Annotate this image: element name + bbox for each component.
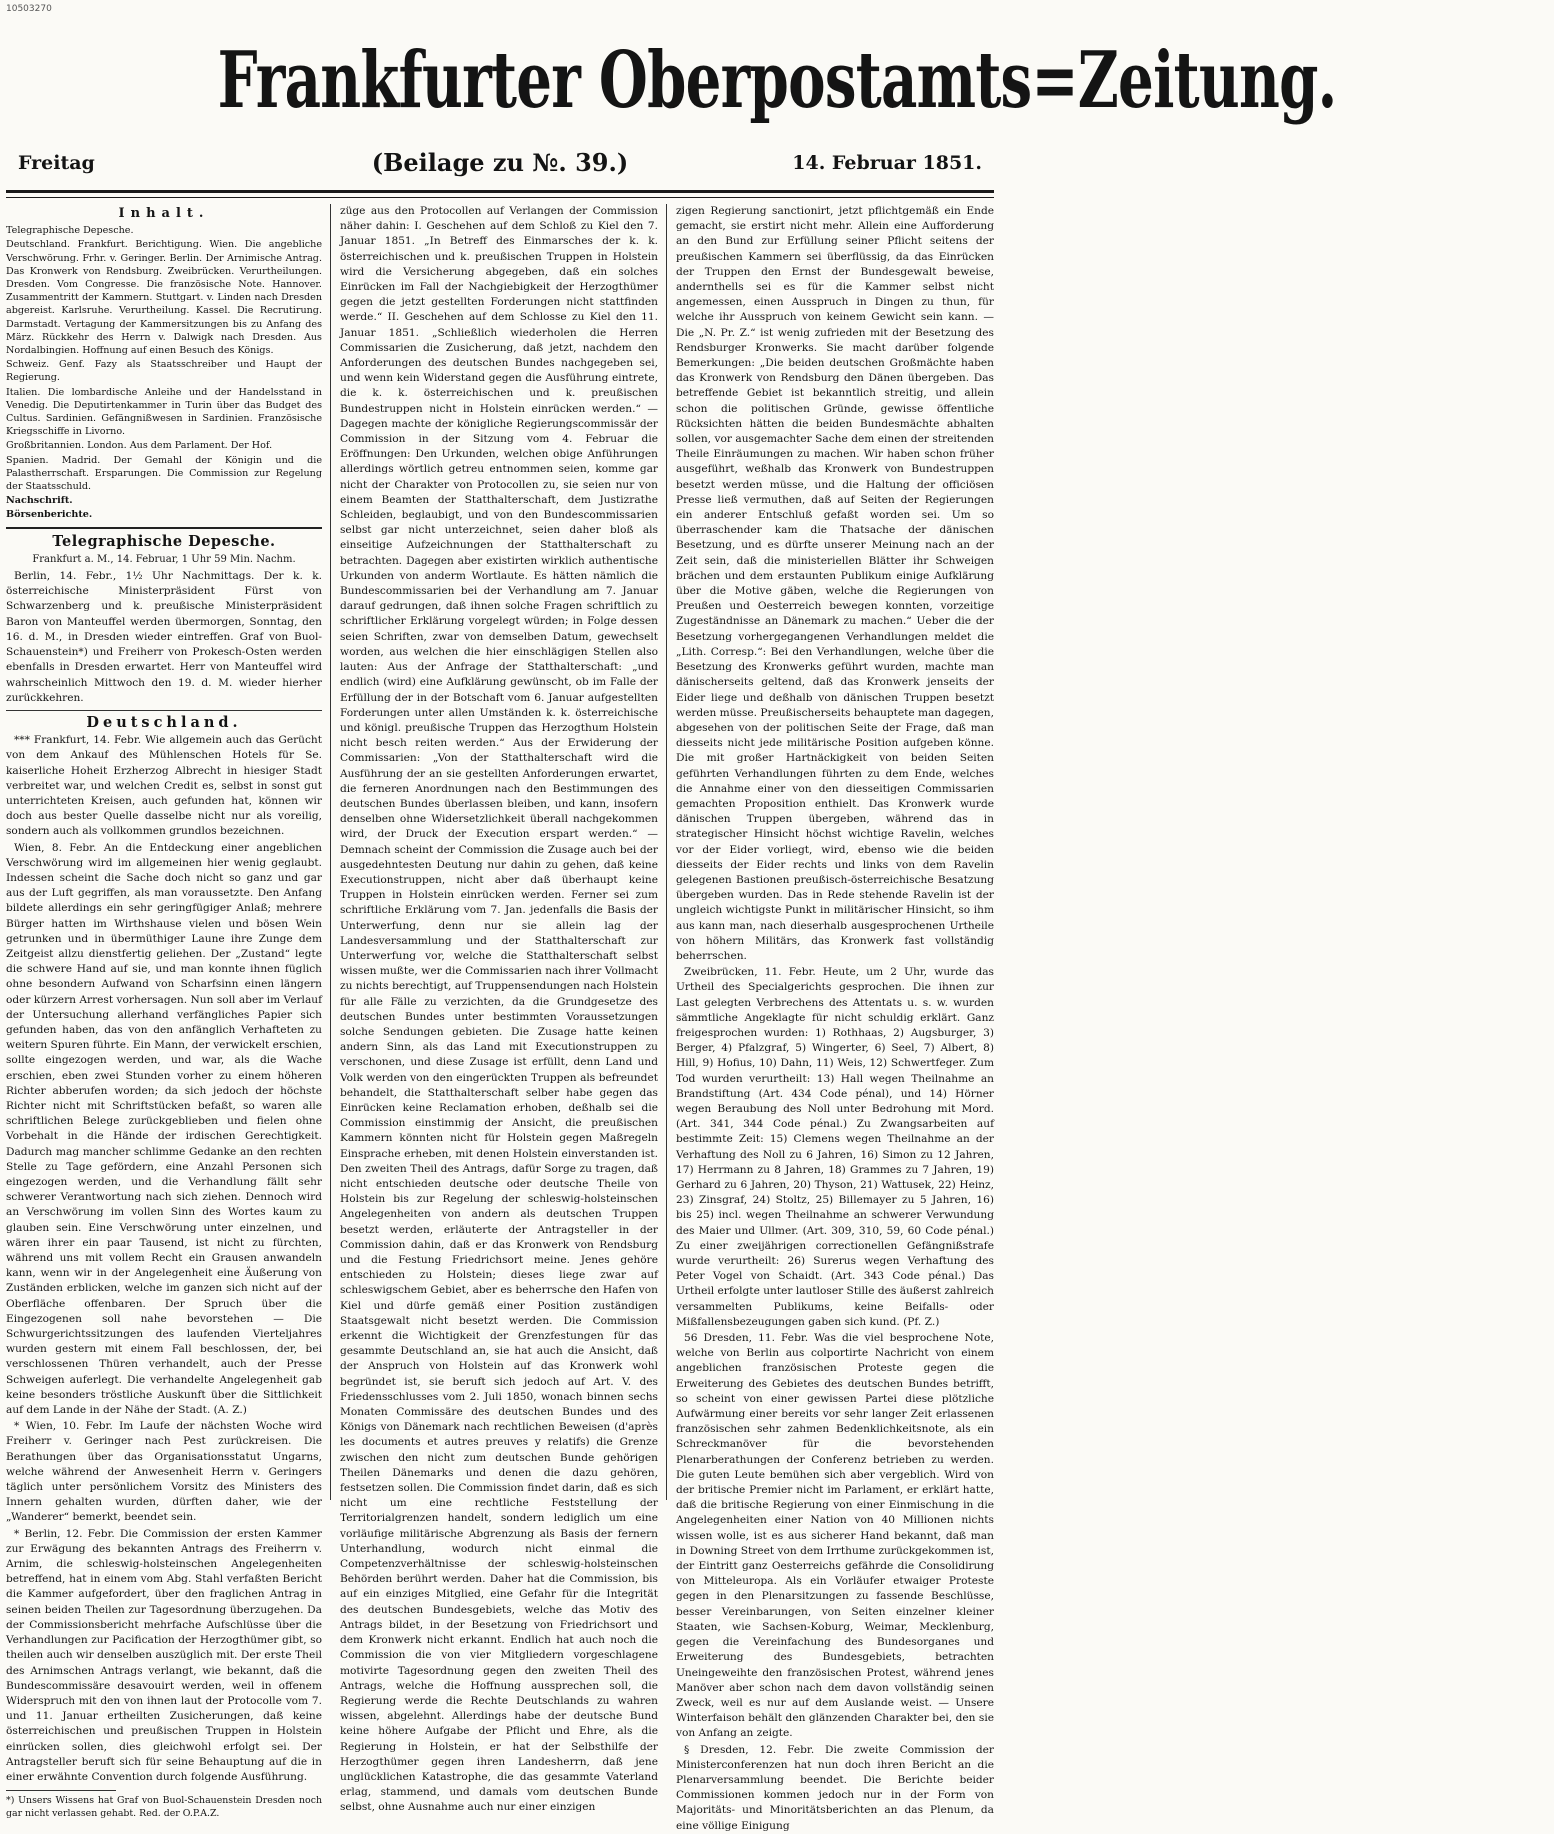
article-dresden-11: 56 Dresden, 11. Febr. Was die viel besprochene Note, welche von Berlin aus colportirte Nachricht von einem angeblichen französischen Proteste gegen die Erweiterung des Gebietes des deutschen Bundes betrifft, so scheint von einer gewissen Partei diese plötzliche Aufwärmung einer bereits vor sehr langer Zeit erlassenen französischen sehr zahmen Bedenklichkeitsnote, als ein Schreckmanöver für die bevorstehenden Plenarberathungen der Conferenz betrieben zu werden. Die guten Leute bemühen sich aber vergeblich. Wird von der britische Premier nicht im Parlament, er erklärt hatte, daß die britische Regierung von einer Einmischung in die Angelegenheiten einer Nation von 40 Millionen nichts wissen wolle, ist es aus sicherer Hand bekannt, daß man in Downing Street von dem Irrthume zurückgekommen ist, der Eintritt ganz Oesterreichs gefährde die Consolidirung von Mitteleuropa. Als ein Vorläufer etwaiger Proteste gegen in den Plenarsitzungen zu fassende Beschlüsse, besser Vereinbarungen, von Seiten einzelner kleiner Staaten, wie Sachsen-Koburg, Weimar, Mecklenburg, gegen die Vereinfachung des Bundesorganes und Erweiterung des Bundesgebiets, betrachten Uneingeweihte den französischen Protest, während jenes Manöver aber schon nach dem davon vollständig seinen Zweck, weil es nur auf dem Auslande weist. — Unsere Winterfaison behält den glänzenden Charakter bei, den sie von Anfang an zeigte. [676, 1332, 994, 1740]
article-berlin: * Berlin, 12. Febr. Die Commission der ersten Kammer zur Erwägung des bekannten Antrags des Freiherrn v. Arnim, die schleswig-holsteinschen Angelegenheiten betreffend, hat in einem vom Abg. Stahl verfaßten Bericht die Kammer aufgefordert, über den fraglichen Antrag in seinen beiden Theilen zur Tagesordnung überzugehen. Da der Commissionsbericht mehrfache Aufschlüsse über die Verhandlungen zur Pacification der Herzogthümer gibt, so theilen auch wir denselben auszüglich mit. Der erste Theil des Arnimschen Antrags verlangt, wie bekannt, daß die Bundescommissäre desavouirt werden, weil in offenem Widerspruch mit den von ihnen laut der Protocolle vom 7. und 11. Januar ertheilten Zusicherungen, daß keine österreichischen und preußischen Truppen in Holstein einrücken sollen, dies gleichwohl erfolgt sei. Der Antragsteller beruft sich für seine Behauptung auf die in einer erwähnte Convention durch folgende Ausführung. [6, 1527, 322, 1783]
contents-title: Inhalt. [118, 206, 210, 221]
toc-entry: Italien. Die lombardische Anleihe und der Handelsstand in Venedig. Die Deputirtenkammer in Turin über das Budget des Cultus. Sardinien. Gefängnißwesen in Sardinien. Französische Kriegsschiffe in Livorno. [6, 386, 322, 438]
header-rule [6, 190, 994, 198]
footnote [6, 1795, 322, 1820]
issue-date: 14. Februar 1851. [792, 152, 982, 174]
toc-entry: Nachschrift. [6, 495, 73, 507]
article-frankfurt: *** Frankfurt, 14. Febr. Wie allgemein auch das Gerücht von dem Ankauf des Mühlenschen Hotels für Se. kaiserliche Hoheit Erzherzog Albrecht in hiesiger Stadt verbreitet war, und welchen Credit es, selbst in sonst gut unterrichteten Kreisen, auch gefunden hat, können wir doch aus bester Quelle dasselbe nicht nur als voreilig, sondern auch als vollkommen grundlos bezeichnen. [6, 734, 322, 838]
column-1 [6, 204, 322, 1819]
article-zweibruecken: Zweibrücken, 11. Febr. Heute, um 2 Uhr, wurde das Urtheil des Specialgerichts gesprochen. Die ihnen zur Last gelegten Verbrechens des Attentats u. s. w. wurden sämmtliche Angeklagte für nicht schuldig erklärt. Ganz freigesprochen wurden: 1) Rothhaas, 2) Augsburger, 3) Berger, 4) Pfalzgraf, 5) Wingerter, 6) Seel, 7) Albert, 8) Hill, 9) Hofius, 10) Dahn, 11) Weis, 12) Schwertfeger. Zum Tod wurden verurtheilt: 13) Hall wegen Theilnahme an Brandstiftung (Art. 434 Code pénal), und 14) Hörner wegen Beraubung des Noll unter Bedrohung mit Mord. (Art. 341, 344 Code pénal.) Zu Zwangsarbeiten auf bestimmte Zeit: 15) Clemens wegen Theilnahme an der Verhaftung des Noll zu 6 Jahren, 16) Simon zu 12 Jahren, 17) Herrmann zu 8 Jahren, 18) Grammes zu 7 Jahren, 19) Gerhard zu 6 Jahren, 20) Thyson, 21) Wattusek, 22) Heinz, 23) Zinsgraf, 24) Stoltz, 25) Billemayer zu 5 Jahren, 16) bis 25) incl. wegen Theilnahme an schwerer Verwundung des Maier und Ullmer. (Art. 309, 310, 59, 60 Code pénal.) Zu einer zweijährigen correctionellen Gefängnißstrafe wurde verurtheilt: 26) Surerus wegen Verhaftung des Peter Vogel von Schaidt. (Art. 343 Code pénal.) Das Urtheil erfolgte unter lautloser Stille des äußerst zahlreich versammelten Publikums, keine Beifalls- oder Mißfallensbezeugungen gaben sich kund. (Pf. Z.) [676, 966, 994, 1328]
table-of-contents [6, 224, 322, 521]
weekday: Freitag [18, 152, 95, 174]
telegraph-heading: Telegraphische Depesche. [52, 532, 276, 550]
section-rule [6, 710, 322, 711]
column-rule [666, 204, 667, 1500]
toc-entry: Schweiz. Genf. Fazy als Staatsschreiber und Haupt der Regierung. [6, 359, 322, 384]
column-2 [340, 204, 658, 1814]
column-rule [330, 204, 331, 1500]
archive-id: 10503270 [6, 4, 52, 14]
toc-entry: Großbritannien. London. Aus dem Parlament. Der Hof. [6, 440, 273, 452]
article-kronwerk: zigen Regierung sanctionirt, jetzt pflichtgemäß ein Ende gemacht, sie erstirt nicht mehr. Allein eine Aufforderung an den Bund zur Erfüllung seiner Pflicht seitens der preußischen Kammern sei überflüssig, da das Einrücken der Truppen den Ernst der Bundesgewalt beweise, andernthells sei es für die Kammer selbst nicht angemessen, einen Ausspruch in Dingen zu thun, für welche ihr Ausspruch von keinem Gewicht sein kann. — Die „N. Pr. Z.“ ist wenig zufrieden mit der Besetzung des Rendsburger Kronwerks. Sie macht darüber folgende Bemerkungen: „Die beiden deutschen Großmächte haben das Kronwerk von Rendsburg den Dänen übergeben. Das betreffende Gebiet ist bekanntlich streitig, und allein schon die politischen Gründe, gewisse öffentliche Rücksichten hätten die beiden Bundesmächte abhalten sollen, vor ausgemachter Sache dem einen der streitenden Theile Einräumungen zu machen. Wir haben schon früher ausgeführt, weßhalb das Kronwerk von Bundestruppen besetzt werden müsse, und die Haltung der officiösen Presse ließ vermuthen, daß auf Seiten der Regierungen ein anderer Entschluß gefaßt worden sei. Um so überraschender kam die Thatsache der dänischen Besetzung, und es dürfte unserer Meinung nach an der Zeit sein, daß die ministeriellen Blätter ihr Schweigen brächen und dem erstaunten Publikum einige Aufklärung über die Motive gäben, welche die Regierungen von Preußen und Oesterreich bewegen konnten, vorzeitige Zugeständnisse an Dänemark zu machen.“ Ueber die der Besetzung vorhergegangenen Verhandlungen meldet die „Lith. Corresp.“: Bei den Verhandlungen, welche über die Besetzung des Kronwerks geführt wurden, machte man dänischerseits geltend, daß das Kronwerk jenseits der Eider liege und deßhalb von dänischen Truppen besetzt werden müsse. Preußischerseits behauptete man dagegen, abgesehen von der politischen Seite der Frage, daß man diesseits nicht jede militärische Position aufgeben könne. Die mit großer Hartnäckigkeit von beiden Seiten geführten Verhandlungen führten zu dem Ende, welches die Annahme einer von den diesseitigen Commissarien gemachten Proposition enthielt. Das Kronwerk wurde dänischen Truppen übergeben, während das in strategischer Hinsicht höchst wichtige Ravelin, welches vor der Eider vorliegt, wird, ebenso wie die beiden diesseits der Eider rechts und links von dem Ravelin gelegenen Bastionen preußisch-österreichische Besatzung übergeben wurden. Das in Rede stehende Ravelin ist der ungleich wichtigste Punkt in militärischer Hinsicht, so ihm aus kann man, nach dieserhalb ausgesprochenen Urtheile von höhern Militärs, das Kronwerk fast vollständig beherrschen. [676, 205, 994, 962]
telegraph-text: Berlin, 14. Febr., 1½ Uhr Nachmittags. Der k. k. österreichische Ministerpräsident Fürst von Schwarzenberg und k. preußische Ministerpräsident Baron von Manteuffel werden übermorgen, Sonntag, den 16. d. M., in Dresden wieder eintreffen. Graf von Buol-Schauenstein*) und Freiherr von Prokesch-Osten werden ebenfalls in Dresden erwartet. Herr von Manteuffel wird wahrscheinlich Mittwoch den 19. d. M. wieder hierher zurückkehren. [6, 570, 322, 704]
article-dresden-12: § Dresden, 12. Febr. Die zweite Commission der Ministerconferenzen hat nun doch ihren Bericht an die Plenarversammlung beendet. Die Berichte beider Commissionen kommen jedoch nur in der Form von Majoritäts- und Minoritätsberichten an das Plenum, da eine völlige Einigung [676, 1743, 994, 1832]
footnote-signature: Red. der O.P.A.Z. [139, 1807, 220, 1819]
article-commission-report: züge aus den Protocollen auf Verlangen der Commission näher dahin: I. Geschehen auf dem Schloß zu Kiel den 7. Januar 1851. „In Betreff des Einmarsches der k. k. österreichischen und k. preußischen Truppen in Holstein wird die Versicherung abgegeben, daß ein solches Einrücken im Fall der Nachgiebigkeit der Herzogthümer gegen die jetzt gestellten Forderungen nicht stattfinden werde.“ II. Geschehen auf dem Schlosse zu Kiel den 11. Januar 1851. „Schließlich wiederholen die Herren Commissarien die Zusicherung, daß jetzt, nachdem den Anforderungen des deutschen Bundes nachgegeben sei, und wenn kein Widerstand gegen die Ausführung eintrete, die k. k. österreichischen und k. preußischen Bundestruppen nicht in Holstein einrücken werden.“ — Dagegen machte der königliche Regierungscommissär der Commission in der Sitzung vom 4. Februar die Eröffnungen: Den Urkunden, welchen obige Anführungen allerdings wörtlich getreu entnommen seien, komme gar nicht der Charakter von Protocollen zu, sie seien nur von einem Beamten der Statthalterschaft, dem Justizrathe Schleiden, beglaubigt, und von den Bundescommissarien selbst gar nicht unterzeichnet, seien daher bloß als einseitige Aufzeichnungen der Statthalterschaft zu betrachten. Dagegen aber existirten wirklich authentische Urkunden von anderm Wortlaute. Es hätten nämlich die Bundescommissarien bei der Verhandlung am 7. Januar darauf gedrungen, daß ihnen solche Fragen schriftlich zu schriftlicher Erklärung vorgelegt würden; in Folge dessen seien Schriften, zwar von demselben Datum, gewechselt worden, aus welchen die hier einschlägigen Stellen also lauten: Aus der Anfrage der Statthalterschaft: „und endlich (wird) eine Aufklärung gewünscht, ob im Falle der Erfüllung der in der Botschaft vom 6. Januar aufgestellten Forderungen unter allen Umständen k. k. österreichische und königl. preußische Truppen das Herzogthum Holstein nicht besch reiten werden.“ Aus der Erwiderung der Commissarien: „Von der Statthalterschaft wird die Ausführung der an sie gestellten Anforderungen erwartet, die ferneren Anordnungen nach den Bestimmungen des deutschen Bundes überlassen bleiben, und kann, insofern denselben ohne Widersetzlichkeit überall nachgekommen wird, der Druck der Execution erspart werden.“ — Demnach scheint der Commission die Zusage auch bei der ausgedehntesten Deutung nur dahin zu gehen, daß keine Executionstruppen, nicht aber daß überhaupt keine Truppen in Holstein einrücken werden. Ferner sei zum schriftliche Erklärung vom 7. Jan. jedenfalls die Basis der Unterwerfung, denn nur sie allein lag der Landesversammlung und der Statthalterschaft zur Unterwerfung vor, welche die Statthalterschaft selbst wissen mußte, wer die Commissarien nach ihrer Vollmacht zu nichts berechtigt, auf Truppensendungen nach Holstein für alle Fälle zu verzichten, da die Grundgesetze des deutschen Bundes unter bestimmten Voraussetzungen solche Sendungen gebieten. Die Zusage hatte keinen andern Sinn, als das Land mit Executionstruppen zu verschonen, und diese Zusage ist erfüllt, denn Land und Volk werden von den eingerückten Truppen als befreundet behandelt, die Statthalterschaft selber habe gegen das Einrücken keine Reclamation erhoben, deßhalb sei die Commission einstimmig der Ansicht, die preußischen Kammern könnten nicht für Holstein gegen Maßregeln Einsprache erheben, mit denen Holstein einverstanden ist. Den zweiten Theil des Antrags, dafür Sorge zu tragen, daß nicht entschieden deutsche oder deutsche Theile von Holstein bis zur Regelung der schleswig-holsteinschen Angelegenheiten von andern als deutschen Truppen besetzt werden, erläuterte der Antragsteller in der Commission dahin, daß er das Kronwerk von Rendsburg und die Festung Friedrichsort meine. Jenes gehöre entschieden zu Holstein; dieses liege zwar auf schleswigschem Gebiet, aber es beherrsche den Hafen von Kiel und dürfe gemäß einer Position zuständigen Staatsgewalt nicht besetzt werden. Die Commission erkennt die Wichtigkeit der Grenzfestungen für das gesammte Deutschland an, sie hat auch die Ansicht, daß der Anspruch von Holstein auf das Kronwerk wohl begründet ist, sie beruft sich jedoch auf Art. V. des Friedensschlusses vom 2. Juli 1850, wonach binnen sechs Monaten Commissäre des deutschen Bundes und des Königs von Dänemark nach rechtlichen Beweisen (d'après les documents et autres preuves y relatifs) die Grenze zwischen den nicht zum deutschen Bunde gehörigen Theilen Dänemarks und denen die dazu gehören, festsetzen sollen. Die Commission findet darin, daß es sich nicht um eine rechtliche Feststellung der Territorialgrenzen handelt, sondern lediglich um eine vorläufige militärische Abgrenzung als Basis der fernern Unterhandlung, wodurch nicht einmal die Competenzverhältnisse der schleswig-holsteinschen Behörden berührt werden. Daher hat die Commission, bis auf ein einziges Mitglied, eine Gefahr für die Integrität des deutschen Bundesgebiets, welche das Motiv des Antrags bildet, in der Besetzung von Friedrichsort und dem Kronwerk nicht erkannt. Endlich hat auch noch die Commission die von vier Mitgliedern vorgeschlagene motivirte Tagesordnung gegen den zweiten Theil des Antrags, welche die Hoffnung aussprechen soll, die Regierung werde die Rechte Deutschlands zu wahren wissen, abgelehnt. Allerdings habe der deutsche Bund keine höhere Aufgabe der Pflicht und Ehre, als die Regierung in Holstein, er hat der Selbsthilfe der Herzogthümer gegen ihren Landesherrn, daß jene unglücklichen Katastrophe, die das gesammte Vaterland erlag, stammend, und damals vom deutschen Bunde selbst, ohne Ausnahme auch nur einer einzigen [340, 205, 658, 1814]
masthead-title: Frankfurter Oberpostamts=Zeitung. [217, 35, 1337, 126]
footnote-rule [6, 1790, 116, 1791]
toc-entry: Deutschland. Frankfurt. Berichtigung. Wien. Die angebliche Verschwörung. Frhr. v. Geringer. Berlin. Der Arnimische Antrag. Das Kronwerk von Rendsburg. Zweibrücken. Verurtheilungen. Dresden. Vom Congresse. Die französische Note. Hannover. Zusammentritt der Kammern. Stuttgart. v. Linden nach Dresden abgereist. Karlsruhe. Verurtheilung. Kassel. Die Recrutirung. Darmstadt. Vertagung der Kammersitzungen bis zu Anfang des März. Rückkehr des Herrn v. Dalwigk nach Dresden. Aus Nordalbingien. Hoffnung auf einen Besuch des Königs. [6, 239, 322, 357]
article-wien-10: * Wien, 10. Febr. Im Laufe der nächsten Woche wird Freiherr v. Geringer nach Pest zurückreisen. Die Berathungen über das Organisationsstatut Ungarns, welche während der Anwesenheit Herrn v. Geringers täglich unter persönlichem Vorsitz des Ministers des Innern gehalten wurden, dürften daher, wie der „Wanderer“ bemerkt, beendet sein. [6, 1420, 322, 1524]
article-wien-8: Wien, 8. Febr. An die Entdeckung einer angeblichen Verschwörung wird im allgemeinen hier wenig geglaubt. Indessen scheint die Sache doch nicht so ganz und gar aus der Luft gegriffen, als man voraussetzte. Den Anfang bildete allerdings ein sehr geringfügiger Anlaß; mehrere Bürger hatten im Wirthshause vielen und bösen Wein getrunken und in übermüthiger Laune ihre Zunge dem Zeitgeist allzu dienstfertig geliehen. Der „Zustand“ legte die schwere Hand auf sie, und man konnte ihnen füglich ohne besondern Aufwand von Scharfsinn einen längern oder kürzern Arrest vorhersagen. Nun soll aber im Verlauf der Untersuchung allerhand verfängliches Papier sich gefunden haben, das von den anfänglich Verhafteten zu weitern Spuren führte. Ein Mann, der verwickelt erschien, sollte eingezogen werden, und war, als die Wache erschien, eben zwei Stunden vorher zu einem höheren Richter abberufen worden; da sich jedoch der höchste Richter nicht mit Schriftstücken befaßt, so waren alle schriftlichen Belege zurückgeblieben und fielen ohne Vorbehalt in die Hände der irdischen Gerechtigkeit. Dadurch mag mancher schlimme Gedanke an den rechten Stelle zu Tage gefördern, eine Anzahl Personen sich eingezogen werden, und die Verhandlung fällt sehr schwerer Verantwortung nach sich ziehen. Dennoch wird an Verschwörung im vollen Sinn des Wortes kaum zu glauben sein. Eine Verschwörung unter einzelnen, und wären ihrer ein paar Tausend, ist nicht zu fürchten, während uns mit vollem Recht ein Grausen anwandeln kann, wenn wir in der Angelegenheit eine Äußerung von Zuständen erblicken, welche im ganzen sich nicht auf der Oberfläche offenbaren. Der Spruch über die Eingezogenen soll nahe bevorstehen — Die Schwurgerichtssitzungen des laufenden Vierteljahres wurden gestern mit einem Fall beschlossen, der, bei verschlossenen Thüren verhandelt, auch der Presse Schweigen auferlegt. Die verhandelte Angelegenheit gab keine besonders tröstliche Auskunft über die Sittlichkeit auf dem Lande in der Nähe der Stadt. (A. Z.) [6, 841, 322, 1417]
toc-entry: Spanien. Madrid. Der Gemahl der Königin und die Palastherrschaft. Ersparungen. Die Commission zur Regelung der Staatsschuld. [6, 454, 322, 493]
section-rule [6, 527, 322, 529]
footnote-text: *) Unsers Wissens hat Graf von Buol-Schauenstein Dresden noch gar nicht verlassen gehabt. [6, 1795, 322, 1819]
column-3 [676, 204, 994, 1832]
deutschland-heading: Deutschland. [86, 713, 242, 731]
toc-entry: Telegraphische Depesche. [6, 225, 134, 237]
telegraph-dateline: Frankfurt a. M., 14. Februar, 1 Uhr 59 Min. Nachm. [32, 553, 296, 565]
dateline [18, 146, 982, 186]
newspaper-masthead [0, 28, 1337, 134]
supplement-label: (Beilage zu №. 39.) [371, 148, 629, 177]
toc-entry: Börsenberichte. [6, 509, 93, 521]
